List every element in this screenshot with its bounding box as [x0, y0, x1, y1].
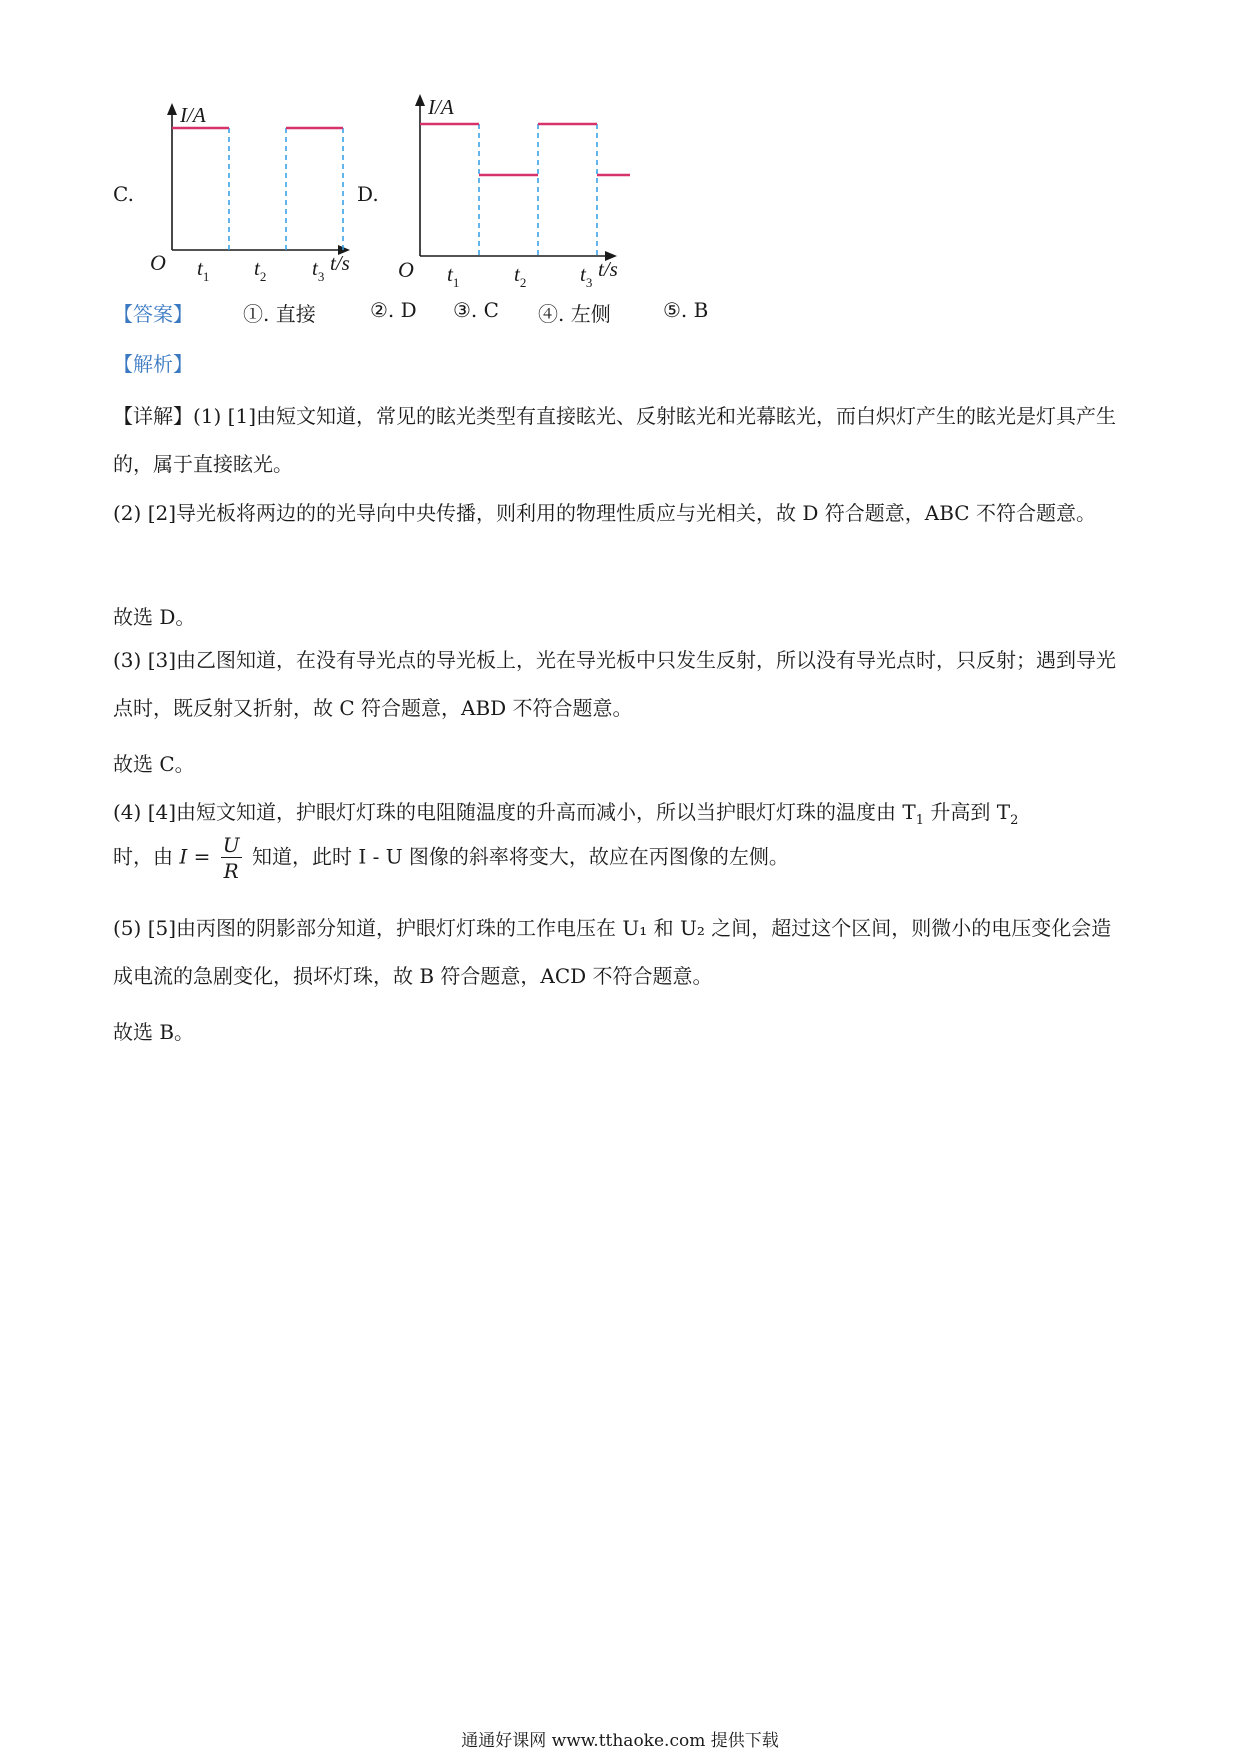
- origin-label: O: [150, 250, 166, 275]
- answer-item-2: ②. D: [370, 298, 417, 322]
- y-axis-label: I/A: [428, 95, 454, 119]
- graph-c: [140, 95, 365, 285]
- answer-tag: 【答案】: [113, 302, 193, 326]
- x-axis-label: t/s: [598, 257, 618, 281]
- current-segments: [420, 124, 630, 175]
- detail-paragraph-2: (2) [2]导光板将两边的的光导向中央传播，则利用的物理性质应与光相关，故 D 符合题意，ABC 不符合题意。: [113, 501, 1096, 525]
- answer-item-1: ①. 直接: [243, 302, 316, 326]
- tick-label-t2: $t_2$: [514, 262, 527, 290]
- x-axis-label: t/s: [330, 251, 350, 275]
- answer-item-4: ④. 左侧: [538, 302, 611, 326]
- detail-paragraph-3: (3) [3]由乙图知道，在没有导光点的导光板上，光在导光板中只发生反射，所以没有导光点时，只反射；遇到导光点时，既反射又折射，故 C 符合题意，ABD 不符合题意。: [113, 648, 1117, 720]
- detail-choice-3: 故选 C。: [113, 752, 195, 776]
- detail-paragraph-1: 【详解】(1) [1]由短文知道，常见的眩光类型有直接眩光、反射眩光和光幕眩光，而白炽灯产生的眩光是灯具产生的，属于直接眩光。: [113, 404, 1117, 476]
- y-axis-arrow: [415, 94, 425, 106]
- dashed-lines: [229, 128, 365, 250]
- y-axis-arrow: [167, 103, 177, 115]
- detail-choice-2: 故选 D。: [113, 605, 196, 629]
- origin-label: O: [398, 257, 414, 282]
- fraction-u-over-r: $\frac{U}{R}$: [222, 833, 240, 883]
- detail-paragraph-4-line-1: (4) [4]由短文知道，护眼灯灯珠的电阻随温度的升高而减小，所以当护眼灯灯珠的温度由 $T_1$ 升高到 $T_2$: [113, 800, 1019, 828]
- option-c-label: C.: [113, 182, 134, 206]
- detail-paragraph-4-line-2: 时，由 I = $\frac{U}{R}$ 知道，此时 I - U 图像的斜率将变大，故应在丙图像的左侧。: [113, 833, 789, 883]
- answer-item-3: ③. C: [453, 298, 499, 322]
- tick-label-t1: $t_1$: [447, 262, 460, 290]
- detail-paragraph-5: (5) [5]由丙图的阴影部分知道，护眼灯灯珠的工作电压在 U₁ 和 U₂ 之间，超过这个区间，则微小的电压变化会造成电流的急剧变化，损坏灯珠，故 B 符合题意，ACD 不符合题意。: [113, 916, 1112, 988]
- tick-label-t2: $t_2$: [254, 256, 267, 284]
- dashed-lines: [479, 124, 630, 256]
- y-axis-label: I/A: [180, 103, 206, 127]
- tick-label-t1: $t_1$: [197, 256, 210, 284]
- detail-choice-5: 故选 B。: [113, 1020, 195, 1044]
- answer-item-5: ⑤. B: [663, 298, 709, 322]
- analysis-tag: 【解析】: [113, 352, 193, 376]
- graph-d: [390, 88, 630, 293]
- tick-label-t3: $t_3$: [312, 256, 325, 284]
- tick-label-t3: $t_3$: [580, 262, 593, 290]
- footer: 通通好课网 www.tthaoke.com 提供下载: [461, 1731, 779, 1751]
- option-d-label: D.: [357, 182, 379, 206]
